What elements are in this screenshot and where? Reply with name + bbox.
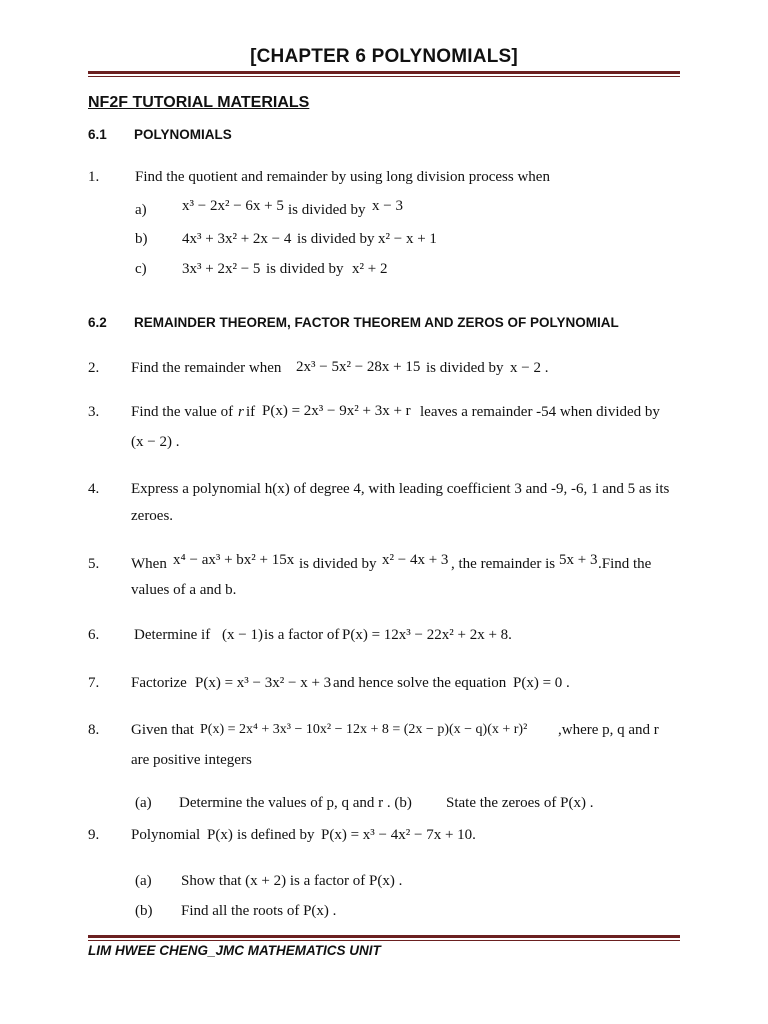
header-rule-thin [88,76,680,77]
connector-text: if [246,404,256,420]
question-number: 1. [88,169,100,185]
math-expression: 2x³ − 5x² − 28x + 15 [296,359,421,375]
variable: r [238,404,244,420]
math-expression: 5x + 3 [559,552,598,568]
part-text: State the zeroes of P(x) . [446,795,594,811]
footer-rule-thick [88,935,680,938]
question-text: Factorize [131,675,187,691]
math-expression: x² − 4x + 3 [382,552,449,568]
question-text: values of a and b. [131,582,237,598]
connector-text: is divided by [299,556,377,572]
question-text: zeroes. [131,508,174,524]
question-text: leaves a remainder -54 when divided by [420,404,660,420]
connector-text: and hence solve the equation [333,675,507,691]
connector-text: is divided by [297,231,375,247]
footer-text: LIM HWEE CHENG_JMC MATHEMATICS UNIT [88,943,381,958]
question-number: 6. [88,627,100,643]
chapter-title: [CHAPTER 6 POLYNOMIALS] [250,46,518,67]
math-expression: x² + 2 [352,261,388,277]
question-number: 8. [88,722,100,738]
part-text: Show that (x + 2) is a factor of P(x) . [181,873,403,889]
part-label: b) [135,231,148,247]
question-text: Express a polynomial h(x) of degree 4, with leading coefficient 3 and -9, -6, 1 and 5 as its [131,481,670,497]
question-number: 5. [88,556,100,572]
math-expression: x³ − 2x² − 6x + 5 [182,198,284,214]
part-label: (b) [135,903,153,919]
question-number: 4. [88,481,100,497]
math-expression: x⁴ − ax³ + bx² + 15x [173,552,295,568]
math-expression: 3x³ + 2x² − 5 [182,261,261,277]
question-text: Given that [131,722,194,738]
math-expression: (x − 1) [222,627,263,643]
connector-text: is divided by [288,202,366,218]
question-number: 2. [88,360,100,376]
question-number: 7. [88,675,100,691]
math-expression: P(x) [207,827,233,843]
question-text: Polynomial [131,827,201,843]
question-text: When [131,556,167,572]
math-expression: x² − x + 1 [378,231,437,247]
math-expression: P(x) = 2x⁴ + 3x³ − 10x² − 12x + 8 = (2x − p)(x − q)(x + r)² [200,722,528,737]
math-expression: P(x) = 2x³ − 9x² + 3x + r [262,403,411,419]
math-expression: P(x) = x³ − 4x² − 7x + 10. [321,827,476,843]
section-number: 6.1 [88,127,107,142]
question-number: 9. [88,827,100,843]
math-expression: 4x³ + 3x² + 2x − 4 [182,231,292,247]
math-expression: (x − 2) . [131,434,180,450]
part-label: a) [135,202,147,218]
question-text: Find the value of [131,404,234,420]
connector-text: is divided by [426,360,504,376]
math-expression: P(x) = 0 . [513,675,570,691]
math-expression: x − 2 . [510,360,549,376]
question-text: .Find the [598,556,652,572]
math-expression: P(x) = x³ − 3x² − x + 3 [195,675,332,691]
connector-text: is defined by [237,827,315,843]
part-text: Find all the roots of P(x) . [181,903,337,919]
section-title: REMAINDER THEOREM, FACTOR THEOREM AND ZEROS OF POLYNOMIAL [134,315,619,330]
section-title: POLYNOMIALS [134,127,232,142]
header-rule-thick [88,71,680,74]
part-label: (a) [135,873,152,889]
part-label: c) [135,261,147,277]
math-expression: P(x) = 12x³ − 22x² + 2x + 8. [342,627,512,643]
question-text: Find the remainder when [131,360,282,376]
math-expression: x − 3 [372,198,403,214]
connector-text: is a factor of [264,627,340,643]
part-label: (a) [135,795,152,811]
section-number: 6.2 [88,315,107,330]
connector-text: , the remainder is [451,556,556,572]
footer-rule-thin [88,940,680,941]
part-text: Determine the values of p, q and r . (b) [179,795,412,811]
question-text: Find the quotient and remainder by using long division process when [135,169,550,185]
tutorial-title: NF2F TUTORIAL MATERIALS [88,94,310,111]
question-text: Determine if [134,627,211,643]
connector-text: is divided by [266,261,344,277]
question-text: ,where p, q and r [558,722,659,738]
question-number: 3. [88,404,100,420]
question-text: are positive integers [131,752,252,768]
